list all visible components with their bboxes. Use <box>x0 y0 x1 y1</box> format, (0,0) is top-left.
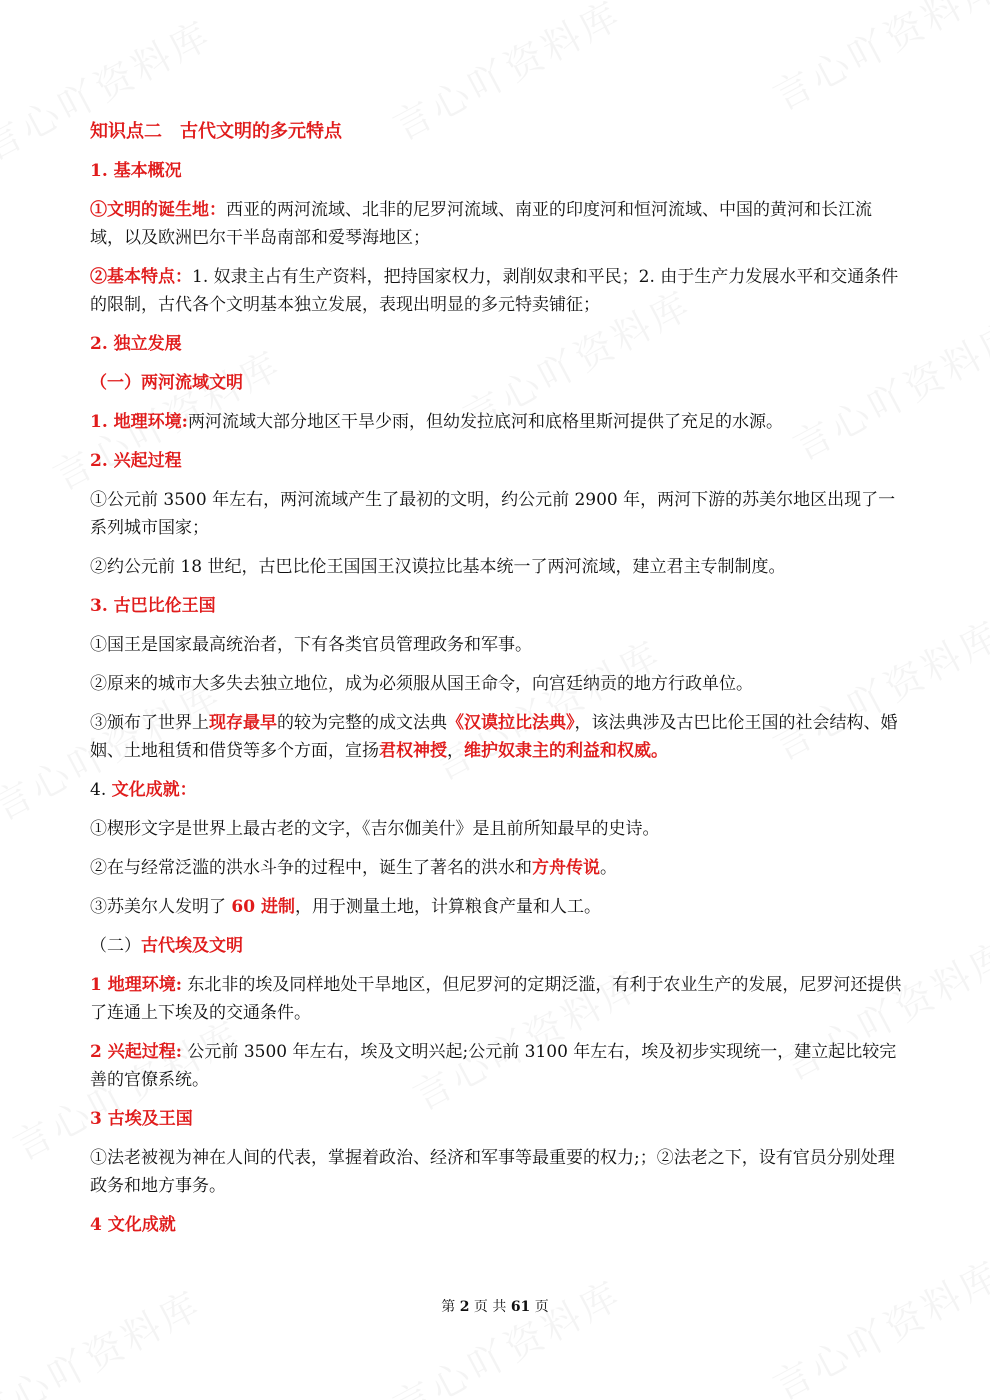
paragraph-text: 西亚的两河流域、北非的尼罗河流域、南亚的印度河和恒河流域、中国的黄河和长江流域，以及欧洲巴尔干半岛南部和爱琴海地区； <box>90 200 872 248</box>
page-total: 61 <box>510 1299 531 1315</box>
paragraph-text: 1. 奴隶主占有生产资料，把持国家权力，剥削奴隶和平民；2. 由于生产力发展水平和交通条件的限制，古代各个文明基本独立发展，表现出明显的多元特卖铺征； <box>90 267 899 315</box>
paragraph-text: 的较为完整的成文法典 <box>277 713 447 733</box>
subsection-heading: （一）两河流域文明 <box>90 373 243 393</box>
heading-number: （二） <box>90 936 141 956</box>
document-body <box>90 118 904 1250</box>
paragraph-text: ③颁布了世界上 <box>90 713 209 733</box>
section-heading: 1. 基本概况 <box>90 161 182 181</box>
paragraph-text: ，用于测量土地，计算粮食产量和人工。 <box>294 897 601 917</box>
paragraph: ①公元前 3500 年左右，两河流域产生了最初的文明，约公元前 2900 年，两河下游的苏美尔地区出现了一系列城市国家； <box>90 490 896 538</box>
watermark-text <box>0 1274 210 1400</box>
highlight-text: 60 进制 <box>231 897 295 917</box>
watermark-text <box>762 0 990 121</box>
watermark-text <box>762 1244 990 1400</box>
paragraph <box>90 408 904 436</box>
page-number: 2 <box>459 1299 470 1315</box>
footer-text: 页 <box>530 1299 549 1315</box>
paragraph-text: ，该法典涉及古巴比伦王国的社会结构、婚姻、土地租赁和借贷等多个方面，宣扬 <box>90 713 898 761</box>
paragraph-text: 。 <box>600 858 617 878</box>
heading-text: 古代埃及文明 <box>141 936 243 956</box>
paragraph <box>90 854 904 882</box>
section-heading: 2. 独立发展 <box>90 334 182 354</box>
paragraph: ②原来的城市大多失去独立地位，成为必须服从国王命令，向宫廷纳贡的地方行政单位。 <box>90 674 753 694</box>
paragraph <box>90 971 904 1027</box>
paragraph <box>90 1038 904 1094</box>
paragraph: ②约公元前 18 世纪，古巴比伦王国国王汉谟拉比基本统一了两河流域，建立君主专制制度。 <box>90 557 786 577</box>
heading-text: 文化成就： <box>111 780 197 800</box>
highlight-text: 《汉谟拉比法典》 <box>447 713 575 733</box>
paragraph <box>90 709 904 765</box>
inline-label: 2 兴起过程: <box>90 1042 183 1062</box>
paragraph-text: 两河流域大部分地区干旱少雨，但幼发拉底河和底格里斯河提供了充足的水源。 <box>187 412 783 432</box>
inline-label: 1 地理环境: <box>90 975 183 995</box>
paragraph-text: ， <box>447 741 464 761</box>
highlight-text: 维护奴隶主的利益和权威。 <box>464 741 668 761</box>
section-heading: 4 文化成就 <box>90 1215 176 1235</box>
paragraph: ①法老被视为神在人间的代表，掌握着政治、经济和军事等最重要的权力;；②法老之下，设有官员分别处理政务和地方事务。 <box>90 1148 895 1196</box>
watermark-text <box>382 1264 630 1400</box>
paragraph-text: ③苏美尔人发明了 <box>90 897 232 917</box>
paragraph: ①楔形文字是世界上最古老的文字，《吉尔伽美什》是且前所知最早的史诗。 <box>90 819 660 839</box>
highlight-text: 现存最早 <box>209 713 277 733</box>
footer-text: 第 <box>441 1299 460 1315</box>
section-heading <box>90 776 904 804</box>
page-footer <box>0 1296 990 1316</box>
paragraph <box>90 263 904 319</box>
inline-label: ①文明的诞生地： <box>90 200 226 220</box>
section-heading: 2. 兴起过程 <box>90 451 182 471</box>
highlight-text: 方舟传说 <box>532 858 600 878</box>
paragraph: ①国王是国家最高统治者，下有各类官员管理政务和军事。 <box>90 635 532 655</box>
subsection-heading <box>90 932 904 960</box>
page-title: 知识点二 古代文明的多元特点 <box>90 121 342 142</box>
paragraph-text: 东北非的埃及同样地处干旱地区，但尼罗河的定期泛滥，有利于农业生产的发展，尼罗河还提供了连通上下埃及的交通条件。 <box>90 975 902 1023</box>
paragraph-text: 公元前 3500 年左右，埃及文明兴起;公元前 3100 年左右，埃及初步实现统一，建立起比较完善的官僚系统。 <box>90 1042 897 1090</box>
section-heading: 3. 古巴比伦王国 <box>90 596 216 616</box>
footer-text: 页 共 <box>469 1299 511 1315</box>
paragraph <box>90 893 904 921</box>
section-heading: 3 古埃及王国 <box>90 1109 193 1129</box>
inline-label: ②基本特点： <box>90 267 192 287</box>
heading-number: 4. <box>90 780 112 800</box>
inline-label: 1. 地理环境: <box>90 412 188 432</box>
highlight-text: 君权神授 <box>379 741 447 761</box>
paragraph <box>90 196 904 252</box>
paragraph-text: ②在与经常泛滥的洪水斗争的过程中，诞生了著名的洪水和 <box>90 858 532 878</box>
